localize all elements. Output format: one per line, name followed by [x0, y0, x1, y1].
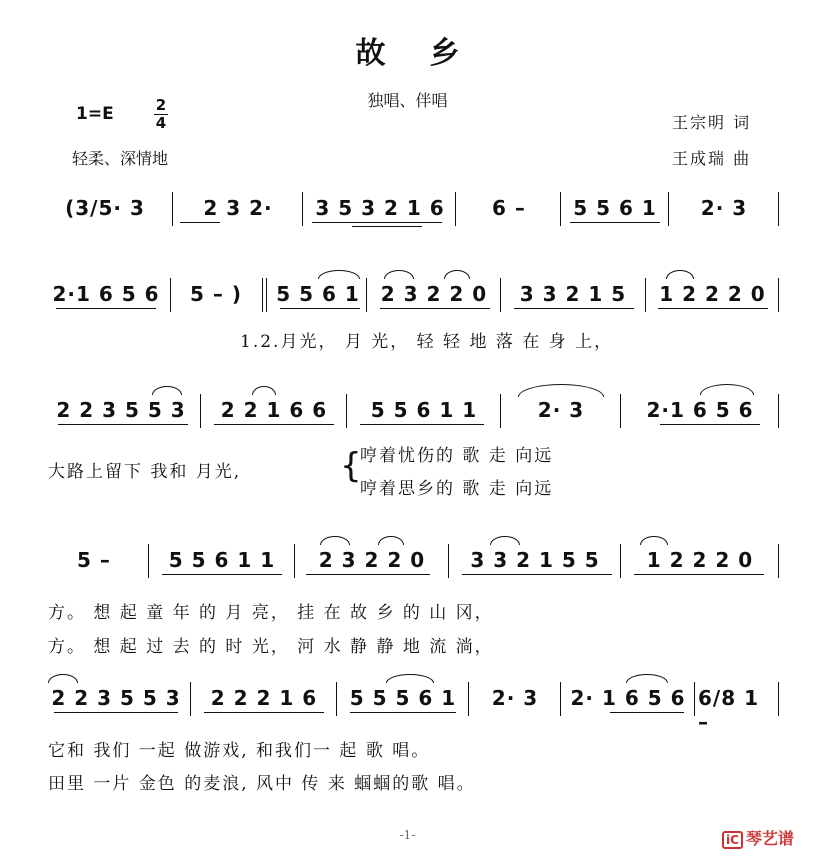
- barline: [620, 394, 621, 428]
- measure-notes: 5 5 5 6 1: [349, 686, 457, 710]
- song-title: 故乡: [355, 36, 504, 71]
- key-signature: 1=E: [76, 104, 114, 124]
- staff-row-5: [0, 682, 815, 734]
- barline: [170, 278, 171, 312]
- measure-notes: 5 5 6 1 1: [370, 398, 478, 422]
- lyric-line-verse-2: 方。 想 起 过 去 的 时 光， 河 水 静 静 地 流 淌，: [48, 637, 494, 657]
- measure: [624, 398, 776, 422]
- lyric-line: 1.2.月光， 月 光， 轻 轻 地 落 在 身 上，: [240, 332, 614, 352]
- lyric-line-verse-1: 方。 想 起 童 年 的 月 亮， 挂 在 故 乡 的 山 冈，: [48, 603, 494, 623]
- measure-notes: (3/5· 3: [65, 196, 145, 220]
- underline: [204, 712, 324, 713]
- measure-notes: 2· 3: [537, 398, 585, 422]
- slur: [518, 384, 604, 397]
- slur: [378, 536, 404, 545]
- slur: [152, 386, 182, 395]
- measure-notes: 2 2 1 6 6: [220, 398, 328, 422]
- meter-top: 2: [155, 96, 167, 114]
- measure-notes: 2 3 2·: [203, 196, 273, 220]
- underline: [462, 574, 612, 575]
- underline: [54, 712, 178, 713]
- measure: [698, 686, 776, 734]
- page-number: -1-: [399, 828, 416, 842]
- performance-style: 独唱、伴唱: [367, 91, 448, 110]
- slur: [626, 674, 668, 683]
- staff-row-2: [0, 278, 815, 322]
- barline: [500, 394, 501, 428]
- underline: [56, 308, 156, 309]
- underline: [312, 222, 442, 223]
- barline: [336, 682, 337, 716]
- measure: [204, 398, 344, 422]
- measure: [44, 548, 144, 572]
- measure-notes: 2·1 6 5 6: [52, 282, 160, 306]
- staff-row-1: [0, 192, 815, 236]
- barline: [645, 278, 646, 312]
- measure: [504, 282, 642, 306]
- barline: [468, 682, 469, 716]
- barline: [148, 544, 149, 578]
- measure-notes: 2· 1 6 5 6: [570, 686, 686, 710]
- site-logo: [722, 826, 794, 849]
- slur: [48, 674, 78, 683]
- measure: [44, 398, 198, 422]
- barline: [778, 278, 779, 312]
- measure: [152, 548, 292, 572]
- staff-row-3: [0, 394, 815, 438]
- measure: [44, 282, 168, 306]
- measure-notes: 2 2 3 5 5 3: [51, 686, 181, 710]
- barline: [778, 394, 779, 428]
- slur: [320, 536, 350, 545]
- measure-notes: 2· 3: [700, 196, 748, 220]
- slur: [384, 270, 414, 279]
- measure: [649, 282, 776, 306]
- measure: [564, 686, 692, 710]
- underline: [570, 222, 660, 223]
- barline: [620, 544, 621, 578]
- measure: [40, 196, 170, 220]
- slur: [444, 270, 470, 279]
- underline: [162, 574, 282, 575]
- barline: [302, 192, 303, 226]
- barline: [200, 394, 201, 428]
- slur: [318, 270, 360, 279]
- measure: [44, 686, 188, 710]
- underline: [352, 226, 422, 227]
- slur: [252, 386, 276, 395]
- barline: [448, 544, 449, 578]
- measure-notes: 2 2 3 5 5 3: [56, 398, 186, 422]
- verse-brace: {: [340, 446, 362, 486]
- slur: [640, 536, 668, 545]
- underline: [350, 712, 456, 713]
- barline: [560, 682, 561, 716]
- measure-notes: 2 2 2 1 6: [210, 686, 318, 710]
- underline: [660, 424, 760, 425]
- measure: [504, 398, 618, 422]
- lyric-line: 大路上留下 我和 月光,: [48, 462, 242, 482]
- underline: [380, 308, 490, 309]
- measure: [350, 398, 498, 422]
- measure: [459, 196, 559, 220]
- underline: [280, 308, 360, 309]
- measure: [472, 686, 558, 710]
- measure: [306, 196, 454, 220]
- composer-credit: 王成瑞 曲: [672, 149, 752, 168]
- measure-notes: 1 2 2 2 0: [659, 282, 766, 306]
- lyric-line-verse-1: 哼着忧伤的 歌 走 向远: [360, 446, 554, 466]
- measure-notes: 5 5 6 1: [573, 196, 657, 220]
- lyric-line-verse-2: 田里 一片 金色 的麦浪, 风中 传 来 蝈蝈的歌 唱。: [48, 774, 476, 794]
- repeat-barline: [262, 278, 263, 312]
- measure-notes: 2 3 2 2 0: [318, 548, 426, 572]
- barline: [668, 192, 669, 226]
- measure-notes: 5 – ): [190, 282, 242, 306]
- lyric-line-verse-1: 它和 我们 一起 做游戏, 和我们一 起 歌 唱。: [48, 741, 431, 761]
- measure: [340, 686, 466, 710]
- logo-text: 琴艺谱: [745, 829, 794, 848]
- measure-notes: 2 3 2 2 0: [380, 282, 488, 306]
- slur: [666, 270, 694, 279]
- barline: [500, 278, 501, 312]
- barline: [190, 682, 191, 716]
- measure: [624, 548, 776, 572]
- measure-notes: 3 3 2 1 5: [519, 282, 627, 306]
- barline: [778, 544, 779, 578]
- underline: [610, 712, 684, 713]
- measure: [174, 282, 258, 306]
- measure: [370, 282, 498, 306]
- lyricist-credit: 王宗明 词: [672, 113, 752, 132]
- time-signature: [154, 97, 168, 132]
- slur: [700, 384, 754, 395]
- measure: [272, 282, 364, 306]
- slur: [386, 674, 434, 683]
- expression-marking: 轻柔、深情地: [72, 149, 169, 168]
- measure-notes: 5 –: [77, 548, 111, 572]
- underline: [214, 424, 334, 425]
- measure-notes: 3 5 3 2 1 6: [315, 196, 445, 220]
- measure-notes: 3 3 2 1 5 5: [470, 548, 600, 572]
- measure: [194, 686, 334, 710]
- measure-notes: 6/8 1 –: [698, 686, 760, 734]
- underline: [360, 424, 484, 425]
- slur: [490, 536, 520, 545]
- measure: [452, 548, 618, 572]
- measure-notes: 2· 3: [491, 686, 539, 710]
- underline: [514, 308, 634, 309]
- barline: [346, 394, 347, 428]
- underline: [180, 222, 220, 223]
- barline: [366, 278, 367, 312]
- barline: [455, 192, 456, 226]
- underline: [306, 574, 430, 575]
- measure-notes: 6 –: [492, 196, 526, 220]
- staff-row-4: [0, 544, 815, 588]
- barline: [694, 682, 695, 716]
- meter-bottom: 4: [155, 114, 167, 132]
- underline: [658, 308, 768, 309]
- measure: [298, 548, 446, 572]
- measure-notes: 5 5 6 1: [276, 282, 360, 306]
- measure-notes: 2·1 6 5 6: [646, 398, 754, 422]
- barline: [778, 192, 779, 226]
- measure: [564, 196, 666, 220]
- barline: [294, 544, 295, 578]
- underline: [634, 574, 764, 575]
- barline: [778, 682, 779, 716]
- measure-notes: 1 2 2 2 0: [646, 548, 754, 572]
- barline: [560, 192, 561, 226]
- underline: [58, 424, 188, 425]
- measure: [176, 196, 300, 220]
- repeat-barline: [266, 278, 267, 312]
- lyric-line-verse-2: 哼着思乡的 歌 走 向远: [360, 479, 554, 499]
- barline: [172, 192, 173, 226]
- measure: [672, 196, 776, 220]
- measure-notes: 5 5 6 1 1: [168, 548, 276, 572]
- logo-mark-icon: iC: [722, 831, 743, 849]
